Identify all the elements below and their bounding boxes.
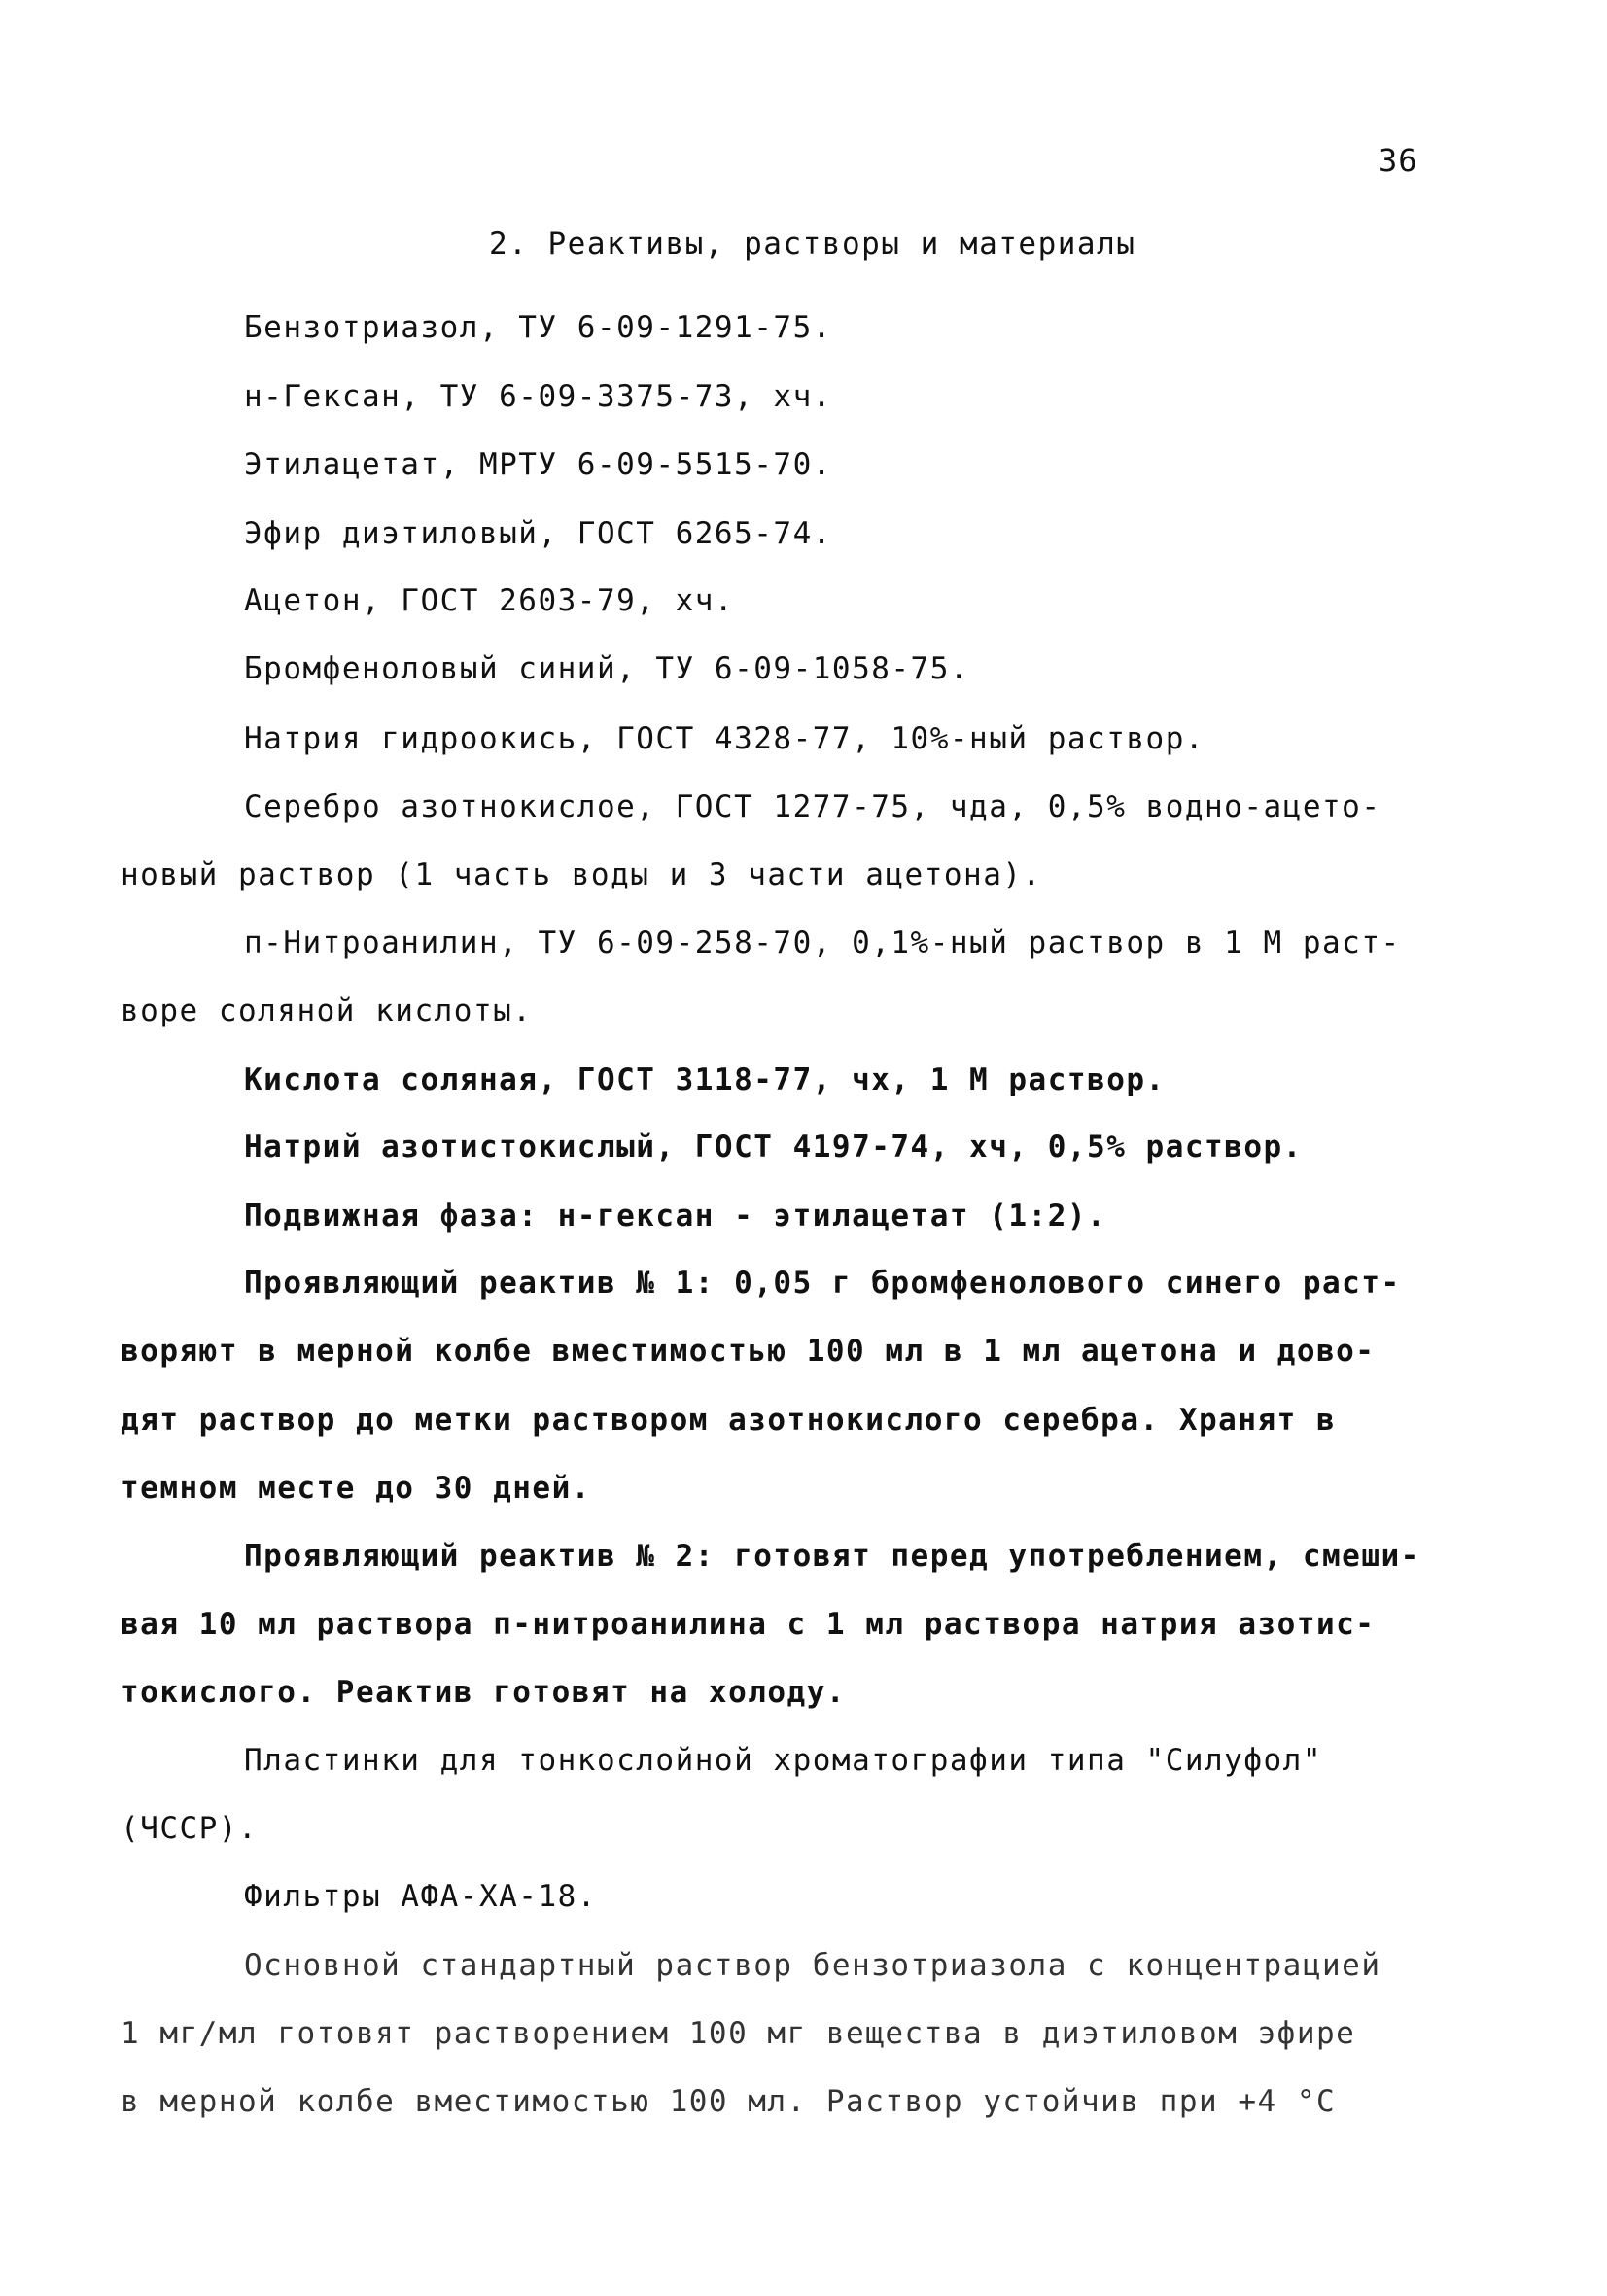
text-line: дят раствор до метки раствором азотнокислого серебра. Хранят в — [121, 1403, 1337, 1438]
page-number: 36 — [1379, 142, 1418, 179]
text-line: (ЧССР). — [121, 1811, 259, 1846]
section-heading: 2. Реактивы, растворы и материалы — [489, 226, 1136, 261]
text-line: Основной стандартный раствор бензотриазола с концентрацией — [244, 1948, 1381, 1983]
text-line: Этилацетат, МРТУ 6-09-5515-70. — [244, 447, 832, 482]
text-line: вая 10 мл раствора п-нитроанилина с 1 мл раствора натрия азотис- — [121, 1607, 1376, 1642]
text-line: воряют в мерной колбе вместимостью 100 мл в 1 мл ацетона и дово- — [121, 1334, 1376, 1369]
text-line: Ацетон, ГОСТ 2603-79, хч. — [244, 583, 735, 618]
text-line: Бромфеноловый синий, ТУ 6-09-1058-75. — [244, 651, 970, 686]
text-line: п-Нитроанилин, ТУ 6-09-258-70, 0,1%-ный раствор в 1 М раст- — [244, 925, 1401, 960]
text-line: воре соляной кислоты. — [121, 993, 533, 1028]
text-line: Проявляющий реактив № 1: 0,05 г бромфенолового синего раст- — [244, 1266, 1401, 1301]
text-line: н-Гексан, ТУ 6-09-3375-73, хч. — [244, 379, 832, 414]
text-line: новый раствор (1 часть воды и 3 части ацетона). — [121, 857, 1042, 892]
text-line: темном месте до 30 дней. — [121, 1471, 591, 1506]
text-line: Натрий азотистокислый, ГОСТ 4197-74, хч, 0,5% раствор. — [244, 1130, 1303, 1165]
text-line: Бензотриазол, ТУ 6-09-1291-75. — [244, 310, 832, 345]
text-line: Проявляющий реактив № 2: готовят перед употреблением, смеши- — [244, 1539, 1420, 1574]
text-line: Кислота соляная, ГОСТ 3118-77, чх, 1 М раствор. — [244, 1062, 1166, 1097]
text-line: Эфир диэтиловый, ГОСТ 6265-74. — [244, 516, 832, 551]
text-line: в мерной колбе вместимостью 100 мл. Раствор устойчив при +4 °С — [121, 2084, 1337, 2119]
text-line: токислого. Реактив готовят на холоду. — [121, 1675, 847, 1710]
text-line: Фильтры АФА-ХА-18. — [244, 1879, 597, 1914]
text-line: Натрия гидроокись, ГОСТ 4328-77, 10%-ный раствор. — [244, 721, 1205, 756]
text-line: Пластинки для тонкослойной хроматографии типа "Силуфол" — [244, 1743, 1322, 1778]
text-line: Подвижная фаза: н-гексан - этилацетат (1:2). — [244, 1199, 1107, 1234]
text-line: 1 мг/мл готовят растворением 100 мг вещества в диэтиловом эфире — [121, 2016, 1356, 2051]
text-line: Серебро азотнокислое, ГОСТ 1277-75, чда, 0,5% водно-ацето- — [244, 789, 1381, 824]
